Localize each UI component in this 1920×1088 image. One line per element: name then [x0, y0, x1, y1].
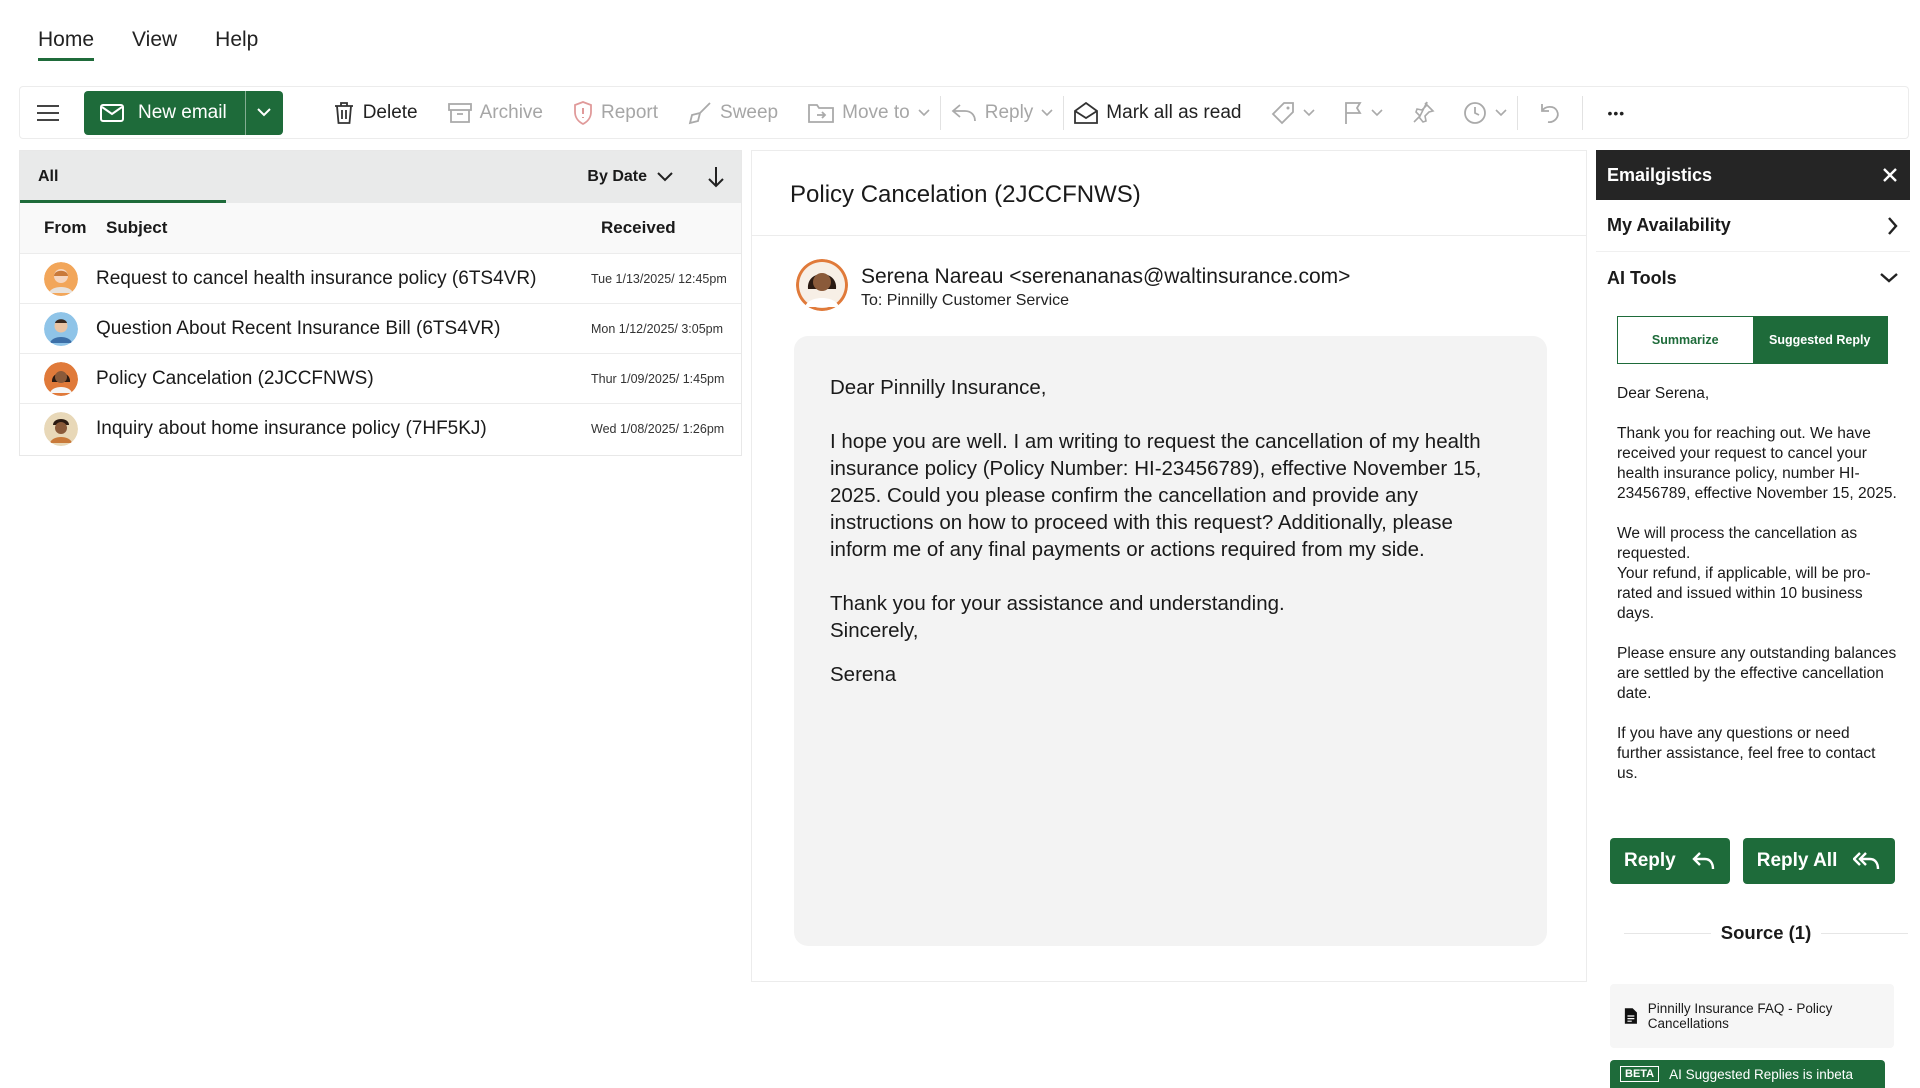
- ai-tools-row[interactable]: [1596, 252, 1910, 304]
- list-item-subject: Policy Cancelation (2JCCFNWS): [96, 367, 374, 389]
- tab-suggested-reply[interactable]: Suggested Reply: [1753, 317, 1888, 363]
- list-item[interactable]: [20, 403, 741, 453]
- panel-header: [1596, 150, 1910, 200]
- message-list: [19, 150, 742, 456]
- toolbar-divider: [1063, 96, 1064, 130]
- undo-button[interactable]: [1538, 101, 1562, 125]
- avatar: [44, 362, 78, 396]
- pin-button[interactable]: [1411, 101, 1435, 125]
- archive-icon: [448, 102, 472, 124]
- delete-button[interactable]: [333, 101, 418, 125]
- archive-label: Archive: [479, 101, 543, 123]
- reply-all-icon: [1853, 851, 1881, 871]
- reply-button[interactable]: [951, 102, 1054, 124]
- reply-icon: [1692, 851, 1716, 871]
- folder-move-icon: [808, 102, 834, 124]
- body-signature: Serena: [830, 663, 897, 686]
- beta-tag: BETA: [1620, 1066, 1659, 1082]
- suggested-reply-text: [1617, 384, 1897, 804]
- ai-tools-label: AI Tools: [1607, 267, 1677, 288]
- column-headers: [20, 203, 741, 253]
- availability-label: My Availability: [1607, 215, 1731, 235]
- tag-button[interactable]: [1271, 101, 1315, 125]
- report-label: Report: [600, 101, 659, 123]
- menu-help[interactable]: Help: [215, 28, 259, 51]
- chevron-down-icon: [918, 109, 930, 117]
- tab-summarize[interactable]: Summarize: [1618, 317, 1753, 363]
- sort-dropdown[interactable]: [587, 168, 673, 186]
- column-received[interactable]: Received: [601, 218, 676, 237]
- reply-paragraph: Please ensure any outstanding balances are settled by the effective cancellation date.: [1617, 645, 1897, 702]
- chevron-down-icon: [1880, 273, 1898, 283]
- new-email-group: [84, 91, 283, 135]
- mark-all-read-button[interactable]: [1074, 102, 1241, 124]
- divider: [752, 235, 1586, 236]
- beta-text: AI Suggested Replies is inbeta: [1669, 1066, 1854, 1082]
- close-icon[interactable]: [1882, 167, 1898, 183]
- body-closing: [830, 590, 1511, 644]
- reply-actions: [1610, 838, 1895, 884]
- reply-paragraph: Thank you for reaching out. We have received your request to cancel your health insurance policy, number HI-23456789, effective November 15, 2025.: [1617, 425, 1897, 502]
- new-email-button[interactable]: [84, 91, 245, 135]
- chevron-down-icon: [657, 172, 673, 182]
- flag-icon: [1343, 101, 1363, 125]
- archive-button[interactable]: [448, 102, 543, 124]
- message-title: Policy Cancelation (2JCCFNWS): [790, 181, 1141, 208]
- sweep-button[interactable]: [688, 101, 778, 125]
- move-to-button[interactable]: [808, 102, 930, 124]
- reply-button[interactable]: [1610, 838, 1730, 884]
- tag-icon: [1271, 101, 1295, 125]
- toolbar-divider: [1582, 96, 1583, 130]
- recipient-line: To: Pinnilly Customer Service: [861, 292, 1070, 309]
- beta-banner: [1610, 1060, 1885, 1088]
- menu-view[interactable]: View: [132, 28, 178, 51]
- chevron-down-icon: [1371, 109, 1383, 117]
- hamburger-icon: [36, 103, 60, 123]
- sender-name: Serena Nareau <serenananas@waltinsurance.com>: [861, 265, 1351, 288]
- column-subject[interactable]: Subject: [106, 218, 168, 237]
- panel-title: Emailgistics: [1607, 164, 1713, 185]
- reply-greeting: Dear Serena,: [1617, 385, 1710, 402]
- reply-line: We will process the cancellation as requested.: [1617, 525, 1858, 562]
- avatar: [44, 412, 78, 446]
- mail-icon: [100, 104, 124, 122]
- body-thanks: Thank you for your assistance and understanding.: [830, 592, 1285, 615]
- delete-label: Delete: [362, 101, 418, 123]
- reply-paragraph: [1617, 524, 1897, 624]
- my-availability-row[interactable]: [1596, 200, 1910, 252]
- broom-icon: [688, 101, 712, 125]
- source-label[interactable]: Source (1): [1720, 922, 1812, 943]
- reply-button-label: Reply: [1624, 850, 1676, 871]
- list-item-date: Tue 1/13/2025/ 12:45pm: [591, 271, 727, 286]
- menu-home[interactable]: Home: [38, 28, 94, 61]
- reply-label: Reply: [984, 101, 1034, 123]
- column-from[interactable]: From: [44, 218, 87, 237]
- chevron-down-icon: [1303, 109, 1315, 117]
- body-paragraph: I hope you are well. I am writing to request the cancellation of my health insurance policy (Policy Number: HI-23456789), effective November 15, 2025. Could you please confirm the cancellation and provide any instructions on how to proceed with this request? Additionally, please inform me of any final payments or actions required from my side.: [830, 430, 1482, 561]
- list-item[interactable]: [20, 303, 741, 353]
- sweep-label: Sweep: [720, 101, 779, 123]
- move-to-label: Move to: [842, 101, 910, 123]
- more-options-icon: •••: [1607, 104, 1626, 121]
- sender-avatar: [796, 259, 848, 311]
- chevron-down-icon: [1495, 109, 1507, 117]
- envelope-open-icon: [1074, 102, 1098, 124]
- top-menu: [38, 28, 258, 61]
- document-icon: [1624, 1006, 1638, 1026]
- new-email-dropdown[interactable]: [245, 91, 283, 135]
- list-item[interactable]: [20, 253, 741, 303]
- reply-icon: [951, 103, 977, 123]
- list-header: [20, 151, 741, 203]
- emailgistics-panel: [1596, 150, 1910, 1080]
- chevron-down-icon: [257, 108, 271, 117]
- body-greeting: Dear Pinnilly Insurance,: [830, 376, 1047, 399]
- body-sincerely: Sincerely,: [830, 619, 919, 642]
- pin-icon: [1411, 101, 1435, 125]
- reading-pane: [751, 150, 1587, 982]
- shield-icon: [573, 101, 593, 125]
- source-document-card[interactable]: [1610, 984, 1894, 1048]
- hamburger-menu-button[interactable]: [36, 103, 60, 123]
- list-item-subject: Question About Recent Insurance Bill (6TS4VR): [96, 317, 501, 339]
- list-item-date: Wed 1/08/2025/ 1:26pm: [591, 421, 725, 436]
- avatar: [44, 262, 78, 296]
- snooze-button[interactable]: [1463, 101, 1507, 125]
- message-body: [794, 336, 1547, 946]
- sort-direction-icon[interactable]: [707, 166, 725, 188]
- filter-all-tab[interactable]: All: [38, 168, 59, 185]
- divider: [1624, 933, 1711, 934]
- flag-button[interactable]: [1343, 101, 1383, 125]
- filter-underline: [20, 200, 226, 203]
- reply-paragraph: If you have any questions or need further assistance, feel free to contact us.: [1617, 725, 1876, 782]
- list-item-date: Thur 1/09/2025/ 1:45pm: [591, 371, 725, 386]
- undo-icon: [1538, 101, 1562, 125]
- new-email-label: New email: [138, 101, 227, 123]
- list-item-subject: Request to cancel health insurance policy (6TS4VR): [96, 267, 537, 289]
- source-document-title: Pinnilly Insurance FAQ - Policy Cancellations: [1647, 1001, 1833, 1031]
- more-options-button[interactable]: [1607, 105, 1625, 121]
- chevron-right-icon: [1888, 217, 1898, 235]
- toolbar-divider: [1517, 96, 1518, 130]
- report-button[interactable]: [573, 101, 658, 125]
- ai-tools-tabs: [1617, 316, 1888, 364]
- clock-icon: [1463, 101, 1487, 125]
- reply-all-button[interactable]: [1743, 838, 1896, 884]
- mark-all-read-label: Mark all as read: [1106, 101, 1242, 123]
- list-item-subject: Inquiry about home insurance policy (7HF5KJ): [96, 417, 487, 439]
- avatar: [44, 312, 78, 346]
- reply-all-button-label: Reply All: [1756, 850, 1838, 871]
- trash-icon: [333, 101, 355, 125]
- toolbar-divider: [940, 96, 941, 130]
- list-item-date: Mon 1/12/2025/ 3:05pm: [591, 321, 724, 336]
- reply-line: Your refund, if applicable, will be pro-rated and issued within 10 business days.: [1617, 565, 1871, 622]
- sort-label: By Date: [587, 168, 647, 185]
- source-section-header: [1624, 922, 1908, 944]
- divider: [1821, 933, 1908, 934]
- list-item[interactable]: [20, 353, 741, 403]
- chevron-down-icon: [1041, 109, 1053, 117]
- toolbar: [19, 86, 1909, 139]
